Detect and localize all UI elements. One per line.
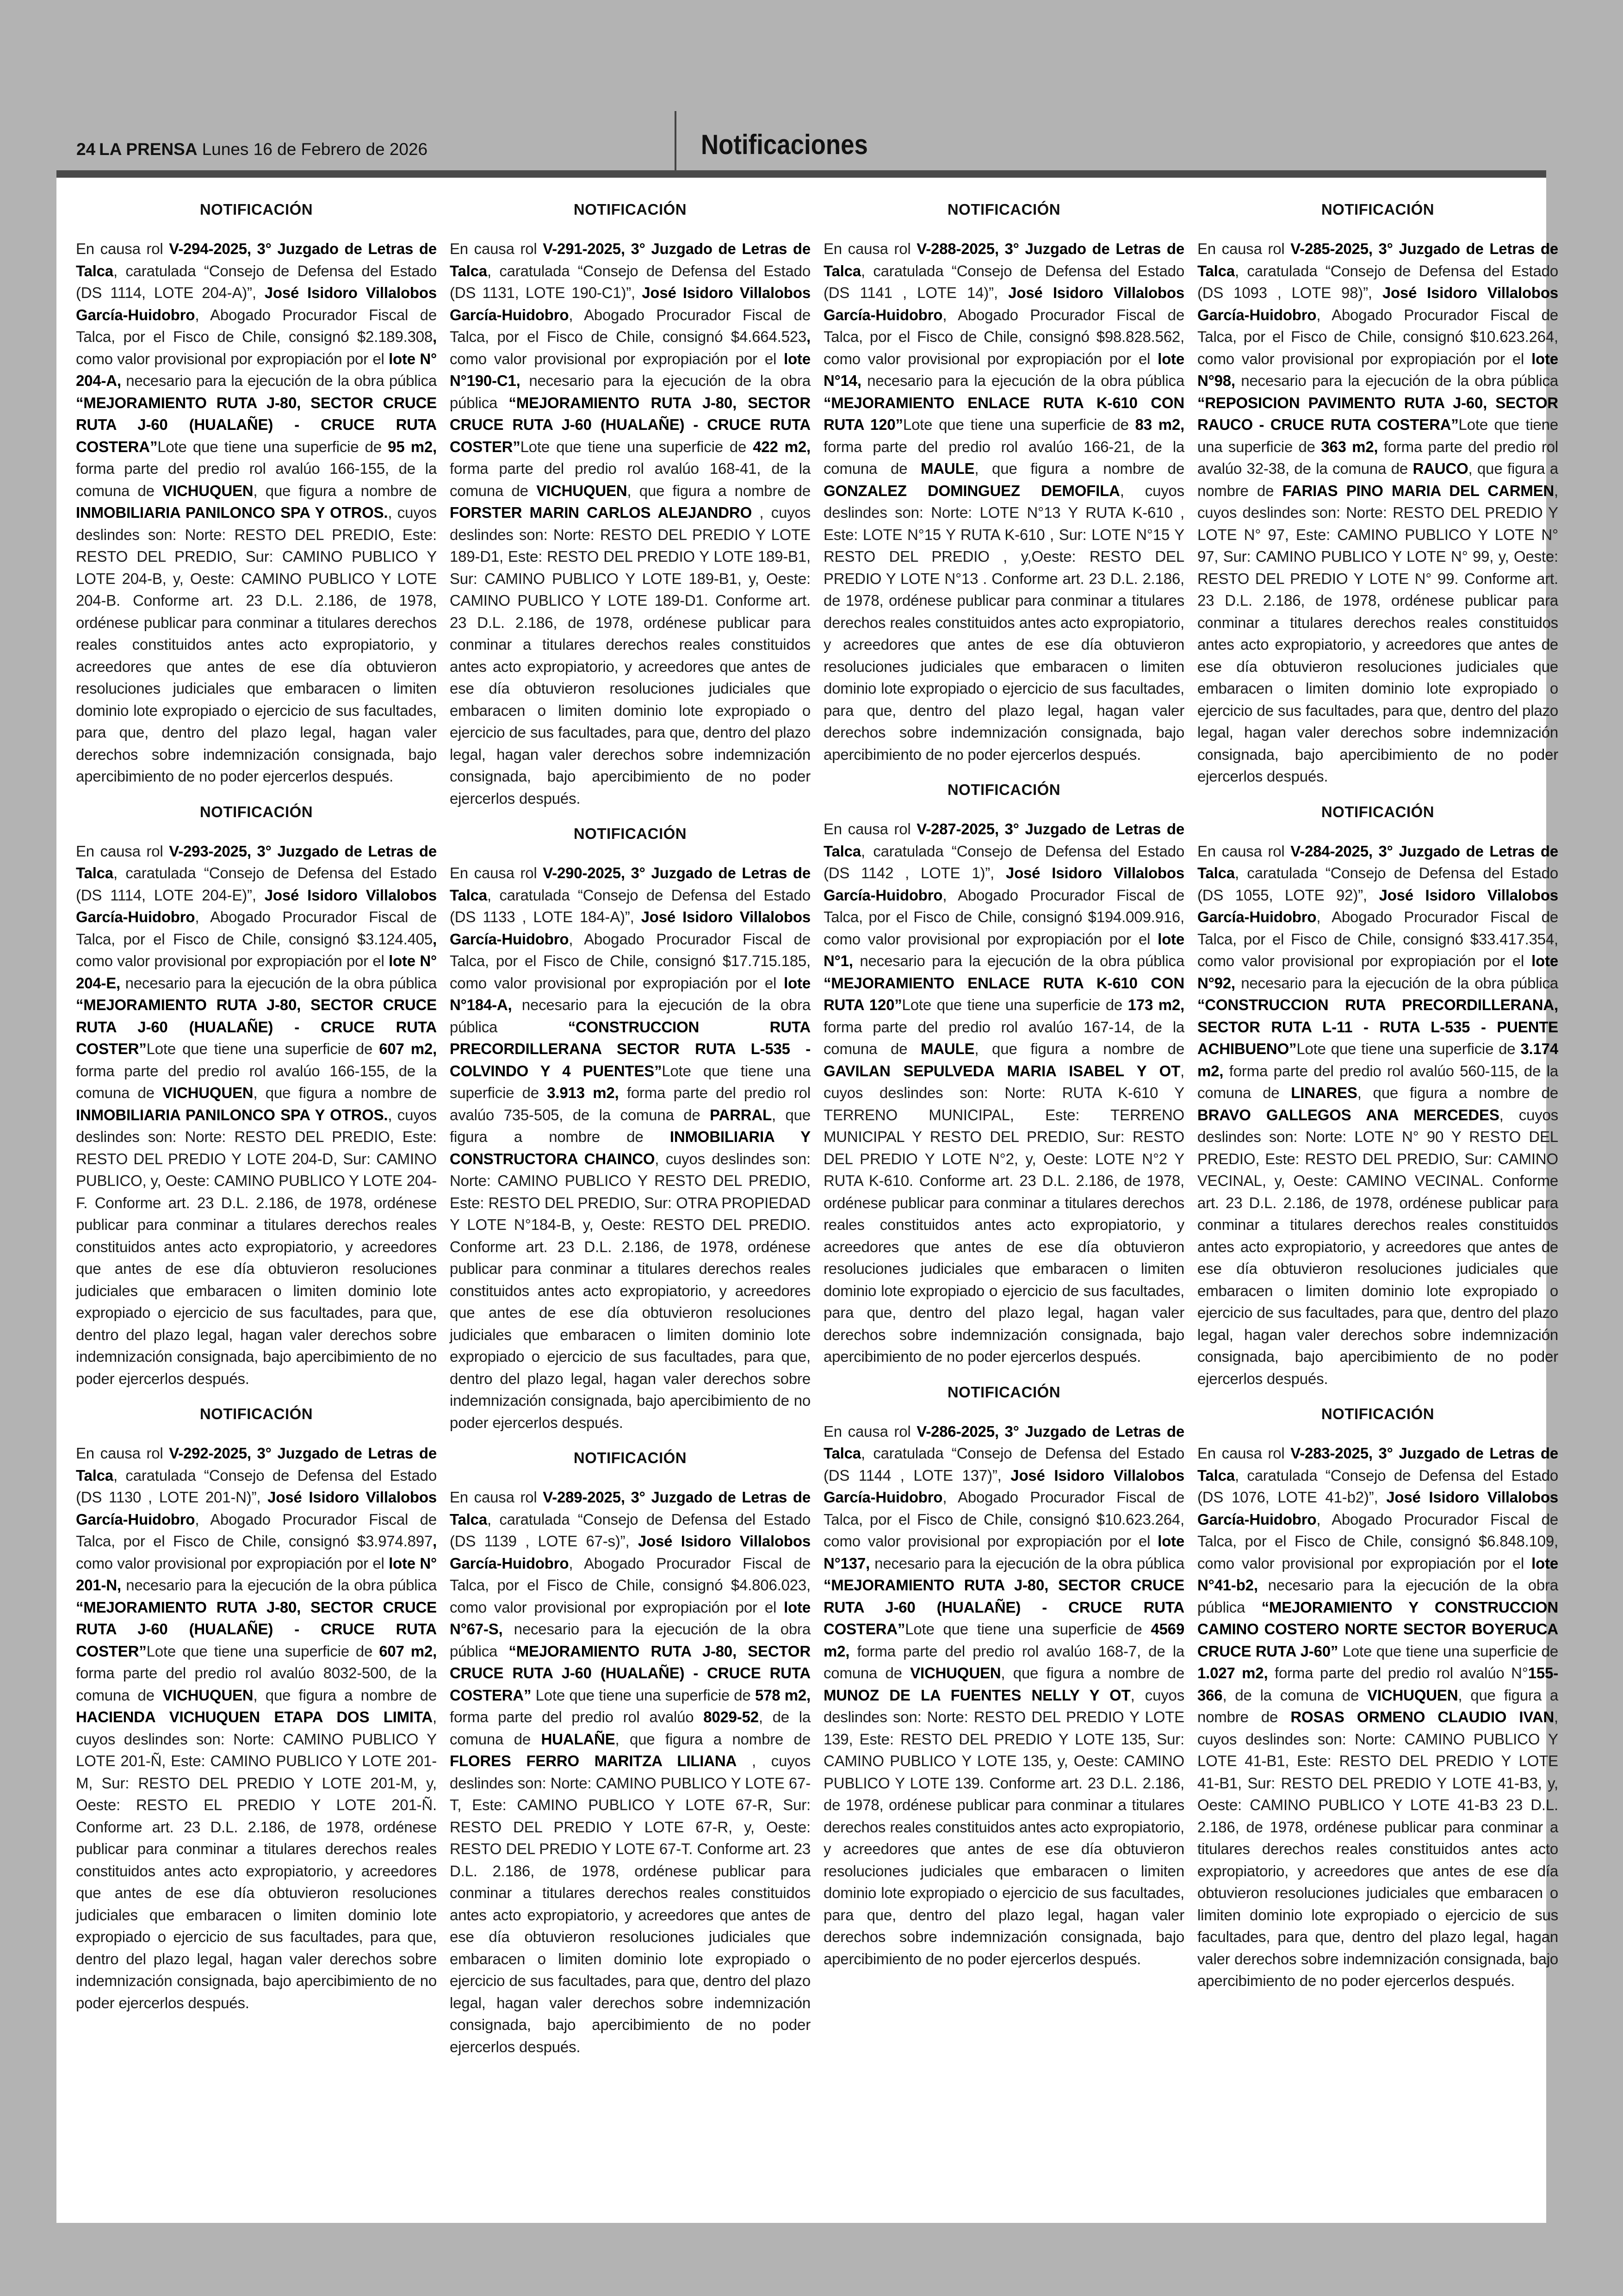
notice-text: , Abogado Procurador Fiscal de Talca, por el Fisco de Chile, consignó $4.806.023, como valor provisional por expropiación por el xyxy=(450,1554,811,1616)
notice-text-bold: 607 m2, xyxy=(379,1040,437,1057)
notice-text: , caratulada “Consejo de Defensa del Estado (DS 1131, LOTE 190-C1)”, xyxy=(450,262,811,301)
notice-text-bold: José Isidoro Villalobos García-Huidobro xyxy=(824,864,1184,904)
notice-text-bold: “MEJORAMIENTO RUTA J-80, SECTOR CRUCE RUTA J-60 (HUALAÑE) - CRUCE RUTA COSTER” xyxy=(76,1598,437,1660)
notice-text-bold: VICHUQUEN xyxy=(910,1664,1001,1682)
notice-text-bold: VICHUQUEN xyxy=(536,482,627,499)
notice-text-bold: “MEJORAMIENTO Y CONSTRUCCION CAMINO COSTERO NORTE SECTOR BOYERUCA CRUCE RUTA J-60” xyxy=(1197,1598,1558,1660)
column-1 xyxy=(76,201,437,2029)
notice-body xyxy=(450,1486,811,2058)
notice-text: En causa rol xyxy=(450,1489,543,1506)
notice-text-bold: 4569 m2, xyxy=(824,1620,1184,1660)
notice-text: , Abogado Procurador Fiscal de Talca, por el Fisco de Chile, consignó $2.189.308 xyxy=(76,306,437,345)
notice-title: NOTIFICACIÓN xyxy=(573,1449,687,1466)
notice-text: , caratulada “Consejo de Defensa del Estado (DS 1114, LOTE 204-E)”, xyxy=(76,864,437,904)
notice-text: , caratulada “Consejo de Defensa del Estado (DS 1093 , LOTE 98)”, xyxy=(1197,262,1558,301)
notice-text-bold: José Isidoro Villalobos García-Huidobro xyxy=(450,908,811,948)
notice-text: , cuyos deslindes son: Norte: RESTO DEL PREDIO, Este: RESTO DEL PREDIO, Sur: CAMINO PUBLICO Y LOTE 204-B, y, Oeste: CAMINO PUBLICO Y LOTE 204-B. Conforme art. 23 D.L. 2.186, de 1978, ordénese publicar para conminar a titulares derechos reales constituidos antes acto expropiatorio, y acreedores que antes de ese día obtuvieron resoluciones judiciales que embaracen o limiten dominio lote expropiado o ejercicio de sus facultades, para que, dentro del plazo legal, hagan valer derechos sobre indemnización consignada, bajo apercibimiento de no poder ejercerlos después. xyxy=(76,504,437,785)
notice-text-bold: 83 m2, xyxy=(1135,416,1184,433)
notice-text-bold: José Isidoro Villalobos García-Huidobro xyxy=(76,886,437,925)
notice-text-bold: José Isidoro Villalobos García-Huidobro xyxy=(76,1489,437,1528)
notice-text: , Abogado Procurador Fiscal de Talca, por el Fisco de Chile, consignó $10.623.264, como valor provisional por expropiación por el xyxy=(1197,306,1558,367)
notice-text-bold: INMOBILIARIA PANILONCO SPA Y OTROS. xyxy=(76,1106,388,1123)
notice-text: forma parte del predio rol avalúo 32-38, de la comuna de xyxy=(1197,438,1558,477)
notice-text: , caratulada “Consejo de Defensa del Estado (DS 1133 , LOTE 184-A)”, xyxy=(450,886,811,925)
notice-text-bold: lote N°67-S, xyxy=(450,1598,811,1638)
column-4 xyxy=(1197,201,1558,2008)
notice-text: Lote que tiene una superficie de xyxy=(146,1040,379,1057)
notice-body xyxy=(824,1421,1184,1970)
notice-text-bold: V-291-2025, 3° Juzgado de Letras de Talca xyxy=(450,240,811,279)
notice-text: necesario para la ejecución de la obra pública xyxy=(1235,372,1558,389)
notice-text: , que figura a nombre de xyxy=(1001,1664,1184,1682)
notice-text: , que figura a nombre de xyxy=(253,482,437,499)
notice-text-bold: 3.913 m2, xyxy=(547,1084,619,1101)
notice-text: , caratulada “Consejo de Defensa del Estado (DS 1142 , LOTE 1)”, xyxy=(824,842,1184,881)
notice-text: , cuyos deslindes son: Norte: RESTO DEL PREDIO Y LOTE 139, Este: RESTO DEL PREDIO Y LOTE 135, Sur: CAMINO PUBLICO Y LOTE 135, y, Oeste: CAMINO PUBLICO Y LOTE 139. Conforme art. 23 D.L. 2.186, de 1978, ordénese publicar para conminar a titulares derechos reales constituidos antes acto expropiatorio, y acreedores que antes de ese día obtuvieron resoluciones judiciales que embaracen o limiten dominio lote expropiado o ejercicio de sus facultades, para que, dentro del plazo legal, hagan valer derechos sobre indemnización consignada, bajo apercibimiento de no poder ejercerlos después. xyxy=(824,1686,1184,1967)
notice-text-bold: “MEJORAMIENTO RUTA J-80, SECTOR CRUCE RUTA J-60 (HUALAÑE) - CRUCE RUTA COSTER” xyxy=(76,996,437,1057)
notice-text: , Abogado Procurador Fiscal de Talca, por el Fisco de Chile, consignó $10.623.264, como valor provisional por expropiación por el xyxy=(824,1489,1184,1550)
notice-text-bold: lote N°137, xyxy=(824,1533,1184,1572)
notice-text: En causa rol xyxy=(450,240,543,257)
notice-text-bold: “MEJORAMIENTO RUTA J-80, SECTOR CRUCE RUTA J-60 (HUALAÑE) - CRUCE RUTA COSTERA” xyxy=(76,394,437,455)
notice-text-bold: lote N° 204-A, xyxy=(76,350,437,389)
notice-text-bold: V-293-2025, 3° Juzgado de Letras de Talca xyxy=(76,842,437,881)
notice-block xyxy=(76,201,437,788)
notice-text: , caratulada “Consejo de Defensa del Estado (DS 1130 , LOTE 201-N)”, xyxy=(76,1466,437,1506)
notice-text-bold: MAULE xyxy=(921,1040,975,1057)
notice-text: , cuyos deslindes son: Norte: RESTO DEL PREDIO Y LOTE 189-D1, Este: RESTO DEL PREDIO Y LOTE 189-B1, Sur: CAMINO PUBLICO Y LOTE 189-B1, y, Oeste: CAMINO PUBLICO Y LOTE 189-D1. Conforme art. 23 D.L. 2.186, de 1978, ordénese publicar para conminar a titulares derechos reales constituidos antes acto expropiatorio, y acreedores que antes de ese día obtuvieron resoluciones judiciales que embaracen o limiten dominio lote expropiado o ejercicio de sus facultades, para que, dentro del plazo legal, hagan valer derechos sobre indemnización consignada, bajo apercibimiento de no poder ejercerlos después. xyxy=(450,504,811,807)
notice-title: NOTIFICACIÓN xyxy=(947,201,1061,218)
notice-text: como valor provisional por expropiación por el xyxy=(76,952,389,969)
notice-block xyxy=(76,803,437,1390)
notice-text-bold: , xyxy=(806,328,811,345)
notice-text: como valor provisional por expropiación por el xyxy=(76,1554,389,1572)
notice-text: , Abogado Procurador Fiscal de Talca, por el Fisco de Chile, consignó $194.009.916, como valor provisional por expropiación por el xyxy=(824,886,1184,948)
notice-text: forma parte del predio rol avalúo 168-7, de la comuna de xyxy=(824,1642,1184,1682)
notice-text: necesario para la ejecución de la obra pública xyxy=(853,952,1184,969)
notice-block xyxy=(1197,1405,1558,1992)
notice-block xyxy=(824,1384,1184,1970)
notice-text-bold: José Isidoro Villalobos García-Huidobro xyxy=(450,1533,811,1572)
page-number: 24 xyxy=(76,140,96,159)
notice-text-bold: PARRAL xyxy=(710,1106,772,1123)
notice-text: , cuyos deslindes son: Norte: CAMINO PUBLICO Y RESTO DEL PREDIO, Este: RESTO DEL PREDIO, Sur: OTRA PROPIEDAD Y LOTE N°184-B, y, Oeste: RESTO DEL PREDIO. Conforme art. 23 D.L. 2.186, de 1978, ordénese publicar para conminar a titulares derechos reales constituidos antes acto expropiatorio, y acreedores que antes de ese día obtuvieron resoluciones judiciales que embaracen o limiten dominio lote expropiado o ejercicio de sus facultades, para que, dentro del plazo legal, hagan valer derechos sobre indemnización consignada, bajo apercibimiento de no poder ejercerlos después. xyxy=(450,1150,811,1431)
notice-text: , caratulada “Consejo de Defensa del Estado (DS 1139 , LOTE 67-s)”, xyxy=(450,1510,811,1550)
notice-text: Lote que tiene una superficie de xyxy=(520,438,753,455)
notice-text: forma parte del predio rol avalúo xyxy=(450,1708,704,1725)
notice-text-bold: VICHUQUEN xyxy=(162,482,254,499)
publication-date: Lunes 16 de Febrero de 2026 xyxy=(202,140,428,159)
notice-text-bold: “MEJORAMIENTO RUTA J-80, SECTOR CRUCE RUTA J-60 (HUALAÑE) - CRUCE RUTA COSTERA” xyxy=(824,1576,1184,1638)
notice-text-bold: “CONSTRUCCION RUTA PRECORDILLERANA, SECTOR RUTA L-11 - RUTA L-535 - PUENTE ACHIBUENO” xyxy=(1197,996,1558,1057)
notice-text: necesario para la ejecución de la obra pública xyxy=(870,1554,1184,1572)
notice-text: como valor provisional por expropiación por el xyxy=(450,350,784,367)
notice-text: , que figura a nombre de xyxy=(974,1040,1184,1057)
notice-text: forma parte del predio rol avalúo 735-505, de la comuna de xyxy=(450,1084,811,1123)
notice-text-bold: “REPOSICION PAVIMENTO RUTA J-60, SECTOR RAUCO - CRUCE RUTA COSTERA” xyxy=(1197,394,1558,433)
notice-text-bold: V-289-2025, 3° Juzgado de Letras de Talca xyxy=(450,1489,811,1528)
notice-text: En causa rol xyxy=(1197,842,1291,860)
notice-title: NOTIFICACIÓN xyxy=(573,825,687,842)
notice-text-bold: V-284-2025, 3° Juzgado de Letras de Talca xyxy=(1197,842,1558,881)
notice-text: forma parte del predio rol avalúo 167-14, de la comuna de xyxy=(824,1018,1184,1057)
notice-text: En causa rol xyxy=(824,240,917,257)
notice-title: NOTIFICACIÓN xyxy=(1321,201,1435,218)
page-header xyxy=(0,0,1623,176)
notice-text: forma parte del predio rol avalúo 166-21, de la comuna de xyxy=(824,438,1184,477)
notice-text-bold: GAVILAN SEPULVEDA MARIA ISABEL Y OT xyxy=(824,1062,1181,1080)
notice-text-bold: lote N° 201-N, xyxy=(76,1554,437,1594)
notice-body xyxy=(824,238,1184,765)
notice-text-bold: 3.174 m2, xyxy=(1197,1040,1558,1080)
notice-body xyxy=(1197,840,1558,1390)
notice-text-bold: V-287-2025, 3° Juzgado de Letras de Talca xyxy=(824,820,1184,860)
notice-text-bold: 155-366 xyxy=(1197,1664,1558,1704)
notice-text: , cuyos deslindes son: Norte: RUTA K-610 Y TERRENO MUNICIPAL, Este: TERRENO MUNICIPAL Y RESTO DEL PREDIO, Sur: RESTO DEL PREDIO Y LOTE N°2, y, Oeste: LOTE N°2 Y RUTA K-610. Conforme art. 23 D.L. 2.186, de 1978, ordénese publicar para conminar a titulares derechos reales constituidos antes acto expropiatorio, y acreedores que antes de ese día obtuvieron resoluciones judiciales que embaracen o limiten dominio lote expropiado o ejercicio de sus facultades, para que, dentro del plazo legal, hagan valer derechos sobre indemnización consignada, bajo apercibimiento de no poder ejercerlos después. xyxy=(824,1062,1184,1365)
notice-text: Lote que tiene una superficie de xyxy=(531,1686,755,1704)
notice-title: NOTIFICACIÓN xyxy=(1321,803,1435,820)
notice-text-bold: 363 m2, xyxy=(1321,438,1378,455)
notice-text: , cuyos deslindes son: Norte: CAMINO PUBLICO Y LOTE 41-B1, Este: RESTO DEL PREDIO Y LOTE 41-B1, Sur: RESTO DEL PREDIO Y LOTE 41-B3, y, Oeste: CAMINO PUBLICO Y LOTE 41-B3 23 D.L. 2.186, de 1978, ordénese publicar para conminar a titulares derechos reales constituidos antes acto expropiatorio, y acreedores que antes de ese día obtuvieron resoluciones judiciales que embaracen o limiten dominio lote expropiado o ejercicio de sus facultades, para que, dentro del plazo legal, hagan valer derechos sobre indemnización consignada, bajo apercibimiento de no poder ejercerlos después. xyxy=(1197,1708,1558,1989)
notice-body xyxy=(450,862,811,1433)
notice-text: , de la comuna de xyxy=(1222,1686,1368,1704)
page-folio xyxy=(76,140,427,159)
notice-text: , caratulada “Consejo de Defensa del Estado (DS 1114, LOTE 204-A)”, xyxy=(76,262,437,301)
notice-text: forma parte del predio rol avalúo 166-155, de la comuna de xyxy=(76,460,437,499)
notice-text-bold: BRAVO GALLEGOS ANA MERCEDES xyxy=(1197,1106,1499,1123)
notice-text: Lote que tiene una superficie de xyxy=(1197,416,1558,455)
notice-title: NOTIFICACIÓN xyxy=(199,1405,313,1422)
notice-text: necesario para la ejecución de la obra pública xyxy=(1235,974,1558,992)
notice-text: , que figura a nombre de xyxy=(974,460,1184,477)
column-2 xyxy=(450,201,811,2073)
notice-text: Lote que tiene una superficie de xyxy=(905,1620,1151,1638)
notice-text-bold: lote N°1, xyxy=(824,930,1184,969)
notice-text-bold: FORSTER MARIN CARLOS ALEJANDRO xyxy=(450,504,752,521)
notice-block xyxy=(450,201,811,809)
notice-text: Lote que tiene una superficie de xyxy=(1296,1040,1521,1057)
notice-text-bold: José Isidoro Villalobos García-Huidobro xyxy=(450,284,811,323)
notice-text: forma parte del predio rol avalúo 8032-500, de la comuna de xyxy=(76,1664,437,1704)
notice-text: Lote que tiene una superficie de xyxy=(1338,1642,1558,1660)
notice-text: En causa rol xyxy=(76,842,169,860)
notice-text: forma parte del predio rol avalúo 168-41, de la comuna de xyxy=(450,460,811,499)
notice-text: Lote que tiene una superficie de xyxy=(450,1062,811,1101)
header-divider xyxy=(675,111,676,171)
notice-text-bold: José Isidoro Villalobos García-Huidobro xyxy=(1197,886,1558,925)
notice-text-bold: 578 m2, xyxy=(755,1686,811,1704)
notice-text: , de la comuna de xyxy=(450,1708,811,1748)
notice-text: , Abogado Procurador Fiscal de Talca, por el Fisco de Chile, consignó $3.124.405 xyxy=(76,908,437,948)
notice-text-bold: V-285-2025, 3° Juzgado de Letras de Talca xyxy=(1197,240,1558,279)
notice-text: Lote que tiene una superficie de xyxy=(903,416,1135,433)
notice-text-bold: FARIAS PINO MARIA DEL CARMEN xyxy=(1282,482,1555,499)
notice-body xyxy=(76,238,437,788)
notice-text-bold: V-290-2025, 3° Juzgado de Letras de Talca xyxy=(450,864,811,904)
notice-text-bold: HACIENDA VICHUQUEN ETAPA DOS LIMITA xyxy=(76,1708,433,1725)
notice-text: necesario para la ejecución de la obra pública xyxy=(450,1620,811,1660)
notice-text-bold: V-288-2025, 3° Juzgado de Letras de Talca xyxy=(824,240,1184,279)
notice-text: En causa rol xyxy=(824,1422,917,1440)
notice-text-bold: V-283-2025, 3° Juzgado de Letras de Talca xyxy=(1197,1445,1558,1484)
notice-text-bold: José Isidoro Villalobos García-Huidobro xyxy=(824,1466,1184,1506)
notice-text-bold: lote N°190-C1, xyxy=(450,350,811,389)
notice-block xyxy=(76,1405,437,2014)
notice-text-bold: VICHUQUEN xyxy=(162,1084,254,1101)
notice-block xyxy=(1197,803,1558,1390)
notice-text-bold: 422 m2, xyxy=(753,438,811,455)
notice-text-bold: ROSAS ORMENO CLAUDIO IVAN xyxy=(1290,1708,1555,1725)
notice-text-bold: INMOBILIARIA PANILONCO SPA Y OTROS. xyxy=(76,504,388,521)
notice-text: En causa rol xyxy=(450,864,543,881)
notice-title: NOTIFICACIÓN xyxy=(573,201,687,218)
notice-text: En causa rol xyxy=(824,820,917,838)
notice-text-bold: 607 m2, xyxy=(379,1642,437,1660)
notice-text: Lote que tiene una superficie de xyxy=(157,438,388,455)
notice-text-bold: lote N° 204-E, xyxy=(76,952,437,992)
notice-text: Lote que tiene una superficie de xyxy=(146,1642,379,1660)
notice-text-bold: “MEJORAMIENTO ENLACE RUTA K-610 CON RUTA 120” xyxy=(824,974,1184,1013)
notice-text-bold: José Isidoro Villalobos García-Huidobro xyxy=(824,284,1184,323)
notice-title: NOTIFICACIÓN xyxy=(947,1383,1061,1401)
notices-area xyxy=(56,178,1559,2223)
notice-text: , que figura a nombre de xyxy=(1197,460,1558,499)
notice-text: necesario para la ejecución de la obra pública xyxy=(121,1576,437,1594)
notice-text: , que figura a nombre de xyxy=(627,482,811,499)
notice-text: , que figura a nombre de xyxy=(253,1686,437,1704)
notice-title: NOTIFICACIÓN xyxy=(947,781,1061,798)
notice-text-bold: VICHUQUEN xyxy=(1367,1686,1458,1704)
notice-title: NOTIFICACIÓN xyxy=(1321,1405,1435,1422)
notice-text-bold: 173 m2, xyxy=(1127,996,1184,1013)
notice-body xyxy=(1197,238,1558,788)
notice-body xyxy=(450,238,811,809)
notice-text: forma parte del predio rol avalúo 166-155, de la comuna de xyxy=(76,1062,437,1101)
notice-text-bold: “MEJORAMIENTO RUTA J-80, SECTOR CRUCE RUTA J-60 (HUALAÑE) - CRUCE RUTA COSTER” xyxy=(450,394,811,455)
notice-text: En causa rol xyxy=(1197,240,1291,257)
notice-text: , cuyos deslindes son: Norte: RESTO DEL PREDIO, Este: RESTO DEL PREDIO Y LOTE 204-D, Sur: CAMINO PUBLICO, y, Oeste: CAMINO PUBLICO Y LOTE 204-F. Conforme art. 23 D.L. 2.186, de 1978, ordénese publicar para conminar a titulares derechos reales constituidos antes acto expropiatorio, y acreedores que antes de ese día obtuvieron resoluciones judiciales que embaracen o limiten dominio lote expropiado o ejercicio de sus facultades, para que, dentro del plazo legal, hagan valer derechos sobre indemnización consignada, bajo apercibimiento de no poder ejercerlos después. xyxy=(76,1106,437,1387)
notice-text: necesario para la ejecución de la obra pública xyxy=(121,372,437,389)
notice-text-bold: , xyxy=(433,930,437,948)
notice-text-bold: HUALAÑE xyxy=(541,1730,615,1748)
notice-text-bold: “MEJORAMIENTO RUTA J-80, SECTOR CRUCE RUTA J-60 (HUALAÑE) - CRUCE RUTA COSTERA” xyxy=(450,1642,811,1704)
notice-body xyxy=(76,840,437,1390)
notice-text-bold: MAULE xyxy=(921,460,975,477)
notice-text-bold: lote N°92, xyxy=(1197,952,1558,992)
notice-text-bold: V-286-2025, 3° Juzgado de Letras de Talca xyxy=(824,1422,1184,1462)
notice-text-bold: FLORES FERRO MARITZA LILIANA xyxy=(450,1752,737,1769)
notice-text: , caratulada “Consejo de Defensa del Estado (DS 1076, LOTE 41-b2)”, xyxy=(1197,1466,1558,1506)
notice-block xyxy=(1197,201,1558,788)
notice-text-bold: José Isidoro Villalobos García-Huidobro xyxy=(1197,1489,1558,1528)
notice-text: En causa rol xyxy=(1197,1445,1291,1462)
notice-text: forma parte del predio rol avalúo N° xyxy=(1268,1664,1528,1682)
notice-text-bold: GONZALEZ DOMINGUEZ DEMOFILA xyxy=(824,482,1120,499)
notice-body xyxy=(824,818,1184,1368)
notice-text: En causa rol xyxy=(76,1445,169,1462)
notice-text-bold: , xyxy=(433,1533,437,1550)
notice-text: , cuyos deslindes son: Norte: CAMINO PUBLICO Y LOTE 201-Ñ, Este: CAMINO PUBLICO Y LOTE 201-M, Sur: RESTO DEL PREDIO Y LOTE 201-M, y, Oeste: RESTO EL PREDIO Y LOTE 201-Ñ. Conforme art. 23 D.L. 2.186, de 1978, ordénese publicar para conminar a titulares derechos reales constituidos antes acto expropiatorio, y acreedores que antes de ese día obtuvieron resoluciones judiciales que embaracen o limiten dominio lote expropiado o ejercicio de sus facultades, para que, dentro del plazo legal, hagan valer derechos sobre indemnización consignada, bajo apercibimiento de no poder ejercerlos después. xyxy=(76,1708,437,2011)
notice-body xyxy=(76,1442,437,2014)
notice-text: , que figura a nombre de xyxy=(615,1730,811,1748)
notice-title: NOTIFICACIÓN xyxy=(199,201,313,218)
notice-block xyxy=(824,781,1184,1368)
notice-text-bold: lote N°41-b2, xyxy=(1197,1554,1558,1594)
notice-text-bold: José Isidoro Villalobos García-Huidobro xyxy=(1197,284,1558,323)
notice-text-bold: RAUCO xyxy=(1412,460,1468,477)
notice-text-bold: , xyxy=(433,328,437,345)
notice-text: necesario para la ejecución de la obra pública xyxy=(120,974,437,992)
notice-text: , Abogado Procurador Fiscal de Talca, por el Fisco de Chile, consignó $4.664.523 xyxy=(450,306,811,345)
notice-text: , Abogado Procurador Fiscal de Talca, por el Fisco de Chile, consignó $98.828.562, como valor provisional por expropiación por el xyxy=(824,306,1184,367)
notice-text-bold: José Isidoro Villalobos García-Huidobro xyxy=(76,284,437,323)
notice-text-bold: INMOBILIARIA Y CONSTRUCTORA CHAINCO xyxy=(450,1128,811,1167)
notice-text: como valor provisional por expropiación por el xyxy=(76,350,389,367)
notice-text: , cuyos deslindes son: Norte: LOTE N°13 Y RUTA K-610 , Este: LOTE N°15 Y RUTA K-610 , Sur: LOTE N°15 Y RESTO DEL PREDIO , y,Oeste: RESTO DEL PREDIO Y LOTE N°13 . Conforme art. 23 D.L. 2.186, de 1978, ordénese publicar para conminar a titulares derechos reales constituidos antes acto expropiatorio, y acreedores que antes de ese día obtuvieron resoluciones judiciales que embaracen o limiten dominio lote expropiado o ejercicio de sus facultades, para que, dentro del plazo legal, hagan valer derechos sobre indemnización consignada, bajo apercibimiento de no poder ejercerlos después. xyxy=(824,482,1184,763)
header-rule xyxy=(56,170,1546,178)
notice-text-bold: 1.027 m2, xyxy=(1197,1664,1268,1682)
notice-text-bold: MUNOZ DE LA FUENTES NELLY Y OT xyxy=(824,1686,1131,1704)
notice-text-bold: 95 m2, xyxy=(388,438,437,455)
notice-text-bold: “MEJORAMIENTO ENLACE RUTA K-610 CON RUTA 120” xyxy=(824,394,1184,433)
notice-text: , caratulada “Consejo de Defensa del Estado (DS 1141 , LOTE 14)”, xyxy=(824,262,1184,301)
column-3 xyxy=(824,201,1184,1986)
notice-text: Lote que tiene una superficie de xyxy=(902,996,1128,1013)
notice-text: , Abogado Procurador Fiscal de Talca, por el Fisco de Chile, consignó $6.848.109, como valor provisional por expropiación por el xyxy=(1197,1510,1558,1572)
notice-title: NOTIFICACIÓN xyxy=(199,803,313,820)
notice-text: , cuyos deslindes son: Norte: CAMINO PUBLICO Y LOTE 67-T, Este: CAMINO PUBLICO Y LOTE 67-R, Sur: RESTO DEL PREDIO Y LOTE 67-R, y, Oeste: RESTO DEL PREDIO Y LOTE 67-T. Conforme art. 23 D.L. 2.186, de 1978, ordénese publicar para conminar a titulares derechos reales constituidos antes acto expropiatorio, y acreedores que antes de ese día obtuvieron resoluciones judiciales que embaracen o limiten dominio lote expropiado o ejercicio de sus facultades, para que, dentro del plazo legal, hagan valer derechos sobre indemnización consignada, bajo apercibimiento de no poder ejercerlos después. xyxy=(450,1752,811,2055)
notice-text-bold: V-294-2025, 3° Juzgado de Letras de Talca xyxy=(76,240,437,279)
notice-block xyxy=(450,825,811,1433)
notice-text: necesario para la ejecución de la obra pública xyxy=(861,372,1184,389)
notice-text-bold: VICHUQUEN xyxy=(162,1686,254,1704)
notice-text: , que figura a nombre de xyxy=(253,1084,437,1101)
notice-text-bold: V-292-2025, 3° Juzgado de Letras de Talca xyxy=(76,1445,437,1484)
notice-text: , Abogado Procurador Fiscal de Talca, por el Fisco de Chile, consignó $3.974.897 xyxy=(76,1510,437,1550)
notice-block xyxy=(824,201,1184,765)
notice-body xyxy=(1197,1442,1558,1992)
notice-text: En causa rol xyxy=(76,240,169,257)
notice-text-bold: LINARES xyxy=(1291,1084,1357,1101)
notice-text-bold: “CONSTRUCCION RUTA PRECORDILLERANA SECTOR RUTA L-535 - COLVINDO Y 4 PUENTES” xyxy=(450,1018,811,1080)
notice-text: , caratulada “Consejo de Defensa del Estado (DS 1055, LOTE 92)”, xyxy=(1197,864,1558,904)
notice-text-bold: lote N°14, xyxy=(824,350,1184,389)
notice-text: , Abogado Procurador Fiscal de Talca, por el Fisco de Chile, consignó $33.417.354, como valor provisional por expropiación por el xyxy=(1197,908,1558,969)
notice-text: , cuyos deslindes son: Norte: LOTE N° 90 Y RESTO DEL PREDIO, Este: RESTO DEL PREDIO, Sur: CAMINO VECINAL, y, Oeste: CAMINO VECINAL. Conforme art. 23 D.L. 2.186, de 1978, ordénese publicar para conminar a titulares derechos reales constituidos antes acto expropiatorio, y acreedores que antes de ese día obtuvieron resoluciones judiciales que embaracen o limiten dominio lote expropiado o ejercicio de sus facultades, para que, dentro del plazo legal, hagan valer derechos sobre indemnización consignada, bajo apercibimiento de no poder ejercerlos después. xyxy=(1197,1106,1558,1387)
notice-text: forma parte del predio rol avalúo 560-115, de la comuna de xyxy=(1197,1062,1558,1101)
notice-block xyxy=(450,1449,811,2058)
notice-text: , que figura a nombre de xyxy=(1357,1084,1558,1101)
notice-text: , que figura a nombre de xyxy=(450,1106,811,1145)
notice-text: necesario para la ejecución de la obra pública xyxy=(1197,1576,1558,1616)
section-title: Notificaciones xyxy=(701,129,868,160)
publication-name: LA PRENSA xyxy=(99,140,198,159)
notice-text: , Abogado Procurador Fiscal de Talca, por el Fisco de Chile, consignó $17.715.185, como valor provisional por expropiación por el xyxy=(450,930,811,992)
notice-text: , caratulada “Consejo de Defensa del Estado (DS 1144 , LOTE 137)”, xyxy=(824,1445,1184,1484)
notice-text-bold: lote N°184-A, xyxy=(450,974,811,1013)
notice-text: , que figura a nombre de xyxy=(1197,1686,1558,1725)
notice-text: necesario para la ejecución de la obra pública xyxy=(450,372,811,411)
notice-text: , cuyos deslindes son: Norte: RESTO DEL PREDIO Y LOTE N° 97, Este: CAMINO PUBLICO Y LOTE N° 97, Sur: CAMINO PUBLICO Y LOTE N° 99, y, Oeste: RESTO DEL PREDIO Y LOTE N° 99. Conforme art. 23 D.L. 2.186, de 1978, ordénese publicar para conminar a titulares derechos reales constituidos antes acto expropiatorio, y acreedores que antes de ese día obtuvieron resoluciones judiciales que embaracen o limiten dominio lote expropiado o ejercicio de sus facultades, para que, dentro del plazo legal, hagan valer derechos sobre indemnización consignada, bajo apercibimiento de no poder ejercerlos después. xyxy=(1197,482,1559,785)
notice-text-bold: 8029-52 xyxy=(703,1708,759,1725)
notice-text: necesario para la ejecución de la obra pública xyxy=(450,996,811,1036)
notice-text-bold: lote N°98, xyxy=(1197,350,1558,389)
